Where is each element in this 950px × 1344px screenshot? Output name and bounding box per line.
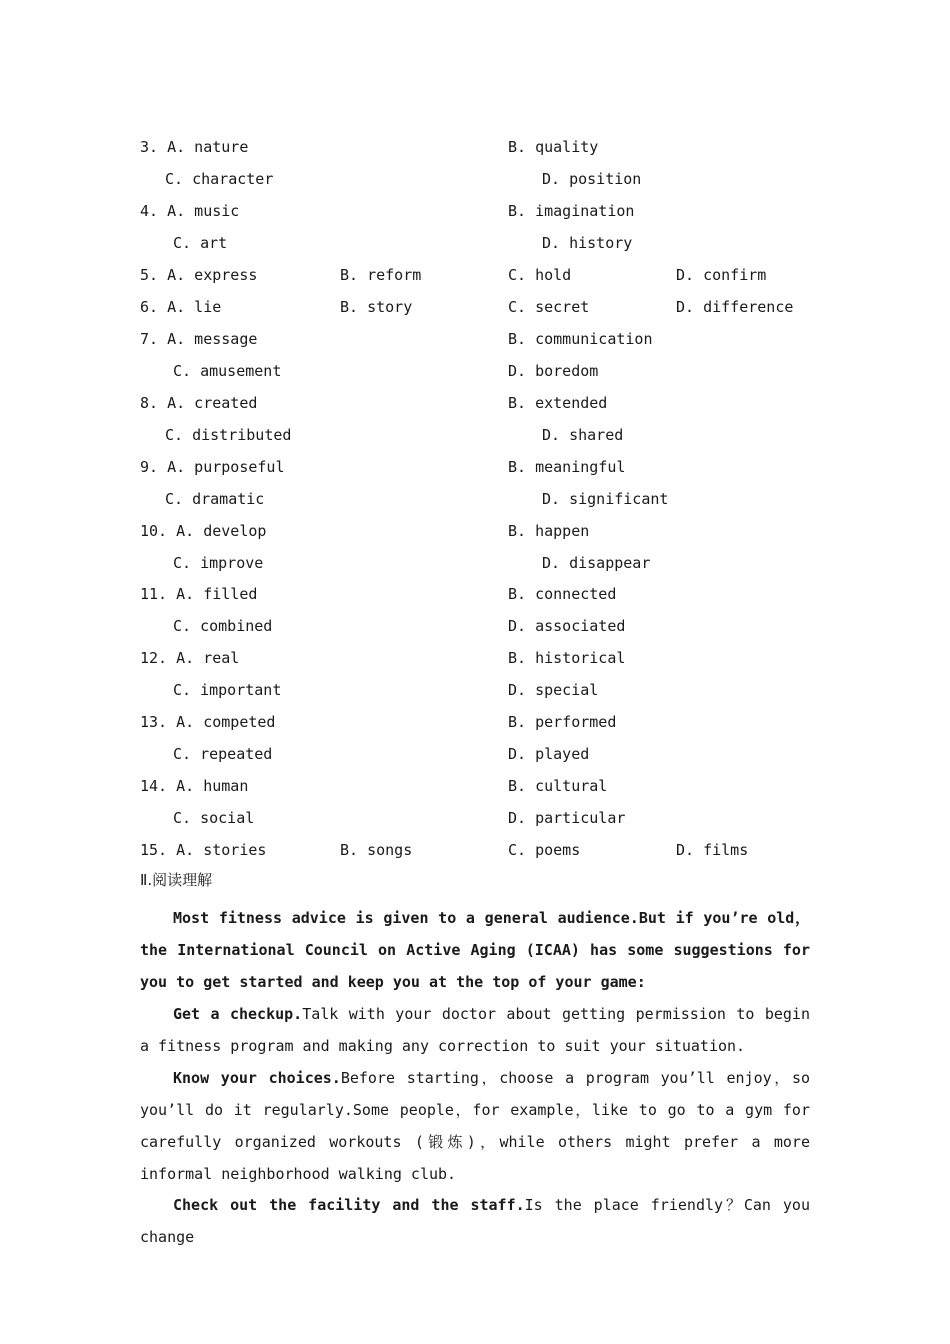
q3-option-a: 3. A. nature — [140, 138, 249, 156]
q4-option-d: D. history — [542, 234, 633, 252]
q13-option-d: D. played — [508, 745, 590, 763]
q10-option-c: C. improve — [173, 554, 264, 572]
q3-option-c: C. character — [165, 170, 274, 188]
q11-option-b: B. connected — [508, 585, 617, 603]
q8-option-a: 8. A. created — [140, 394, 258, 412]
q8-option-c: C. distributed — [165, 426, 292, 444]
q13-option-b: B. performed — [508, 713, 617, 731]
paragraph-body: Before starting，choose a program you’ll enjoy，so you’ll do it regularly.Some people，for example，like to go to a gym for carefully organized workouts (锻炼)，while others might prefer a more informal neighborhood walking club. — [140, 1069, 810, 1183]
q8-option-b: B. extended — [508, 394, 608, 412]
q14-option-b: B. cultural — [508, 777, 608, 795]
paragraph-choices — [140, 1062, 810, 1190]
q3-option-b: B. quality — [508, 138, 599, 156]
q15-option-b: B. songs — [340, 841, 413, 859]
q12-option-a: 12. A. real — [140, 649, 240, 667]
q12-option-d: D. special — [508, 681, 599, 699]
q11-option-a: 11. A. filled — [140, 585, 258, 603]
paragraph-lead: Get a checkup. — [173, 1005, 303, 1023]
section-title: Ⅱ.阅读理解 — [140, 871, 213, 889]
q7-option-a: 7. A. message — [140, 330, 258, 348]
q14-option-a: 14. A. human — [140, 777, 249, 795]
paragraph-lead: Check out the facility and the staff. — [173, 1196, 525, 1214]
q15-option-c: C. poems — [508, 841, 581, 859]
q6-option-d: D. difference — [676, 298, 794, 316]
q5-option-d: D. confirm — [676, 266, 767, 284]
q12-option-b: B. historical — [508, 649, 626, 667]
q13-option-a: 13. A. competed — [140, 713, 276, 731]
q7-option-c: C. amusement — [173, 362, 282, 380]
paragraph-checkup — [140, 999, 810, 1062]
intro-paragraph — [140, 902, 810, 998]
q15-option-a: 15. A. stories — [140, 841, 267, 859]
q4-option-a: 4. A. music — [140, 202, 240, 220]
paragraph-facility — [140, 1189, 810, 1253]
q10-option-d: D. disappear — [542, 554, 651, 572]
q5-option-a: 5. A. express — [140, 266, 258, 284]
q15-option-d: D. films — [676, 841, 749, 859]
q4-option-b: B. imagination — [508, 202, 635, 220]
q6-option-c: C. secret — [508, 298, 590, 316]
q3-option-d: D. position — [542, 170, 642, 188]
paragraph-body: Talk with your doctor about getting permission to begin a fitness program and making any correction to suit your situation. — [140, 1005, 810, 1055]
q11-option-d: D. associated — [508, 617, 626, 635]
q12-option-c: C. important — [173, 681, 282, 699]
q10-option-a: 10. A. develop — [140, 522, 267, 540]
q7-option-b: B. communication — [508, 330, 653, 348]
q10-option-b: B. happen — [508, 522, 590, 540]
q13-option-c: C. repeated — [173, 745, 273, 763]
q14-option-d: D. particular — [508, 809, 626, 827]
q14-option-c: C. social — [173, 809, 255, 827]
q9-option-a: 9. A. purposeful — [140, 458, 285, 476]
q5-option-c: C. hold — [508, 266, 572, 284]
q7-option-d: D. boredom — [508, 362, 599, 380]
q6-option-a: 6. A. lie — [140, 298, 222, 316]
q6-option-b: B. story — [340, 298, 413, 316]
q9-option-c: C. dramatic — [165, 490, 265, 508]
q8-option-d: D. shared — [542, 426, 624, 444]
q4-option-c: C. art — [173, 234, 228, 252]
q9-option-d: D. significant — [542, 490, 669, 508]
q11-option-c: C. combined — [173, 617, 273, 635]
q5-option-b: B. reform — [340, 266, 422, 284]
paragraph-body: Is the place friendly？Can you change — [140, 1196, 810, 1246]
q9-option-b: B. meaningful — [508, 458, 626, 476]
intro-text: Most fitness advice is given to a general audience.But if you’re old，the International Council on Active Aging (ICAA) has some suggestions for you to get started and keep you at the top of your game: — [140, 909, 810, 991]
paragraph-lead: Know your choices. — [173, 1069, 341, 1087]
